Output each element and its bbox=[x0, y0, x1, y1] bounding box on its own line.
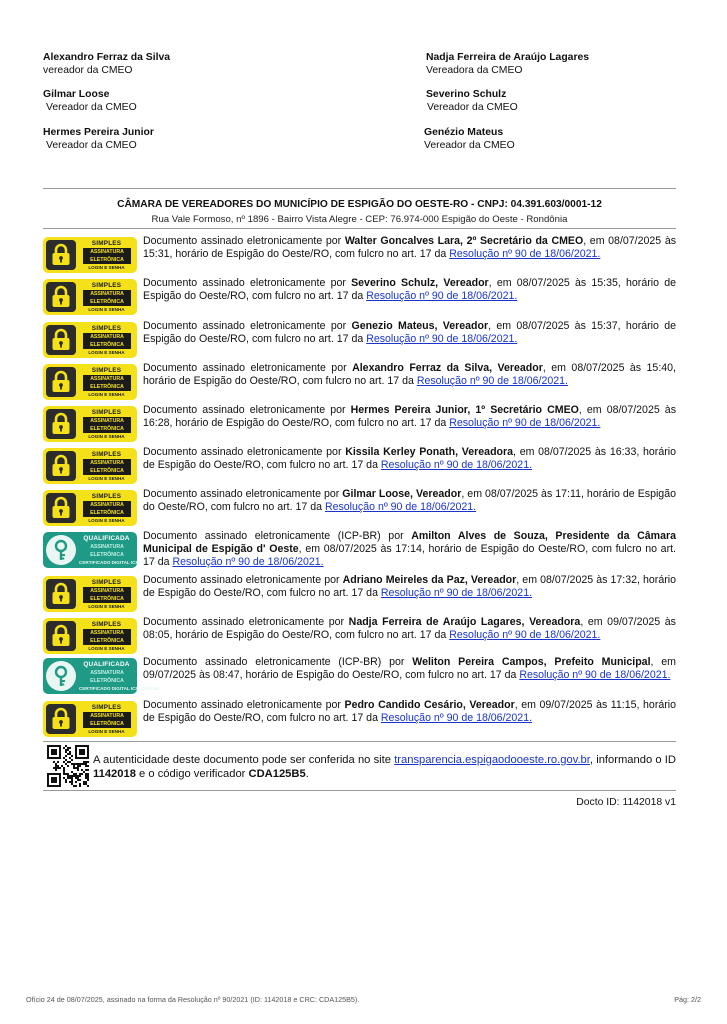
badge-type: SIMPLES bbox=[91, 579, 122, 586]
simple-signature-badge bbox=[43, 237, 137, 273]
signature-prefix: Documento assinado eletronicamente por bbox=[143, 446, 346, 458]
signer-identity: Gilmar Loose, Vereador bbox=[342, 488, 462, 500]
badge-label: ASSINATURA ELETRÔNICA bbox=[83, 290, 131, 306]
verification-end: . bbox=[305, 768, 309, 780]
lock-icon bbox=[46, 451, 76, 481]
document-id: Docto ID: 1142018 v1 bbox=[576, 797, 676, 808]
signer-role: vereador da CMEO bbox=[43, 65, 133, 76]
lock-icon bbox=[46, 621, 76, 651]
resolution-link[interactable]: Resolução nº 90 de 18/06/2021. bbox=[172, 556, 324, 569]
badge-label: ASSINATURA ELETRÔNICA bbox=[83, 375, 131, 391]
badge-label: ASSINATURA ELETRÔNICA bbox=[83, 333, 131, 349]
signature-text bbox=[143, 277, 676, 303]
divider bbox=[43, 790, 676, 791]
simple-signature-badge bbox=[43, 576, 137, 612]
badge-method: LOGIN E SENHA bbox=[88, 392, 125, 397]
signature-prefix: Documento assinado eletronicamente (ICP-BR) por bbox=[143, 656, 413, 668]
resolution-link[interactable]: Resolução nº 90 de 18/06/2021. bbox=[380, 587, 533, 600]
badge-type: SIMPLES bbox=[91, 409, 122, 416]
signature-prefix: Documento assinado eletronicamente por bbox=[143, 320, 352, 332]
badge-label: ASSINATURA ELETRÔNICA bbox=[90, 670, 124, 684]
badge-label: ASSINATURA ELETRÔNICA bbox=[83, 501, 131, 517]
resolution-link[interactable]: Resolução nº 90 de 18/06/2021. bbox=[380, 712, 533, 725]
badge-method: LOGIN E SENHA bbox=[88, 604, 125, 609]
signer-identity: Weliton Pereira Campos, Prefeito Municipal bbox=[412, 656, 651, 668]
signer-role: Vereador da CMEO bbox=[46, 140, 137, 151]
badge-label: ASSINATURA ELETRÔNICA bbox=[90, 544, 124, 558]
badge-type: SIMPLES bbox=[91, 367, 122, 374]
page-number: Pág: 2/2 bbox=[674, 995, 701, 1004]
resolution-link[interactable]: Resolução nº 90 de 18/06/2021. bbox=[416, 375, 568, 388]
signer-name: Alexandro Ferraz da Silva bbox=[43, 52, 171, 63]
signature-details: , em 09/07/2025 às 08:05, horário de Espigão do Oeste/RO, com fulcro no art. 17 da bbox=[143, 616, 676, 642]
resolution-link[interactable]: Resolução nº 90 de 18/06/2021. bbox=[449, 248, 601, 261]
key-icon bbox=[46, 661, 76, 691]
signer-role: Vereadora da CMEO bbox=[426, 65, 523, 76]
simple-signature-badge bbox=[43, 490, 137, 526]
divider bbox=[43, 741, 676, 742]
signature-text bbox=[143, 446, 676, 472]
badge-label: ASSINATURA ELETRÔNICA bbox=[83, 459, 131, 475]
signature-text bbox=[143, 574, 676, 600]
verification-code: CDA125B5 bbox=[248, 768, 306, 780]
badge-label: ASSINATURA ELETRÔNICA bbox=[83, 248, 131, 264]
badge-type: SIMPLES bbox=[91, 451, 122, 458]
badge-method: LOGIN E SENHA bbox=[88, 518, 125, 523]
signature-text bbox=[143, 656, 676, 682]
badge-type: SIMPLES bbox=[91, 282, 122, 289]
signer-identity: Walter Goncalves Lara, 2º Secretário da CMEO bbox=[344, 235, 584, 247]
badge-type: SIMPLES bbox=[91, 704, 122, 711]
verification-id: 1142018 bbox=[93, 768, 136, 780]
signature-prefix: Documento assinado eletronicamente por bbox=[143, 699, 345, 711]
signer-block bbox=[424, 126, 515, 152]
qualified-signature-badge bbox=[43, 658, 160, 694]
signature-text bbox=[143, 320, 676, 346]
signer-role: Vereador da CMEO bbox=[424, 140, 515, 151]
lock-icon bbox=[46, 325, 76, 355]
signature-prefix: Documento assinado eletronicamente (ICP-BR) por bbox=[143, 530, 412, 542]
signer-role: Vereador da CMEO bbox=[427, 102, 518, 113]
signature-text bbox=[143, 488, 676, 514]
lock-icon bbox=[46, 240, 76, 270]
signature-text bbox=[143, 235, 676, 261]
signature-text bbox=[143, 616, 676, 642]
verification-mid: , informando o ID bbox=[589, 754, 676, 766]
signer-name: Hermes Pereira Junior bbox=[43, 127, 154, 138]
signer-identity: Pedro Candido Cesário, Vereador bbox=[344, 699, 515, 711]
resolution-link[interactable]: Resolução nº 90 de 18/06/2021. bbox=[519, 669, 671, 682]
signer-name: Severino Schulz bbox=[426, 89, 507, 100]
lock-icon bbox=[46, 367, 76, 397]
verification-site-link[interactable]: transparencia.espigaodooeste.ro.gov.br bbox=[394, 754, 590, 766]
signature-prefix: Documento assinado eletronicamente por bbox=[143, 488, 343, 500]
signer-identity: Kissila Kerley Ponath, Vereadora bbox=[345, 446, 514, 458]
simple-signature-badge bbox=[43, 406, 137, 442]
signature-details: , em 08/07/2025 às 15:31, horário de Espigão do Oeste/RO, com fulcro no art. 17 da bbox=[143, 235, 677, 261]
simple-signature-badge bbox=[43, 448, 137, 484]
qr-code-icon bbox=[47, 745, 89, 787]
verification-pre: A autenticidade deste documento pode ser conferida no site bbox=[93, 754, 395, 766]
simple-signature-badge bbox=[43, 322, 137, 358]
signer-identity: Amilton Alves de Souza, Presidente da Câmara Municipal de Espigão d' Oeste bbox=[143, 530, 676, 556]
qualified-signature-badge bbox=[43, 532, 160, 568]
signer-identity: Severino Schulz, Vereador bbox=[351, 277, 489, 289]
signature-prefix: Documento assinado eletronicamente por bbox=[143, 404, 351, 416]
badge-method: LOGIN E SENHA bbox=[88, 729, 125, 734]
signature-prefix: Documento assinado eletronicamente por bbox=[143, 574, 343, 586]
badge-method: LOGIN E SENHA bbox=[88, 307, 125, 312]
signer-block bbox=[426, 88, 518, 114]
signature-details: , em 08/07/2025 às 17:11, horário de Espigão do Oeste/RO, com fulcro no art. 17 da bbox=[143, 488, 676, 514]
badge-type: QUALIFICADA bbox=[83, 661, 130, 668]
simple-signature-badge bbox=[43, 618, 137, 654]
badge-type: SIMPLES bbox=[91, 240, 122, 247]
lock-icon bbox=[46, 579, 76, 609]
badge-label: ASSINATURA ELETRÔNICA bbox=[83, 712, 131, 728]
signer-identity: Hermes Pereira Junior, 1º Secretário CMEO bbox=[350, 404, 579, 416]
badge-label: ASSINATURA ELETRÔNICA bbox=[83, 417, 131, 433]
signature-details: , em 09/07/2025 às 08:47, horário de Espigão do Oeste/RO, com fulcro no art. 17 da bbox=[143, 656, 676, 682]
key-icon bbox=[46, 535, 76, 565]
divider bbox=[43, 228, 676, 229]
signature-details: , em 08/07/2025 às 15:35, horário de Espigão do Oeste/RO, com fulcro no art. 17 da bbox=[143, 277, 676, 303]
lock-icon bbox=[46, 282, 76, 312]
badge-type: QUALIFICADA bbox=[83, 535, 130, 542]
lock-icon bbox=[46, 704, 76, 734]
badge-method: LOGIN E SENHA bbox=[88, 646, 125, 651]
resolution-link[interactable]: Resolução nº 90 de 18/06/2021. bbox=[366, 333, 518, 346]
institution-address: Rua Vale Formoso, nº 1896 - Bairro Vista Alegre - CEP: 76.974-000 Espigão do Oeste - Rondônia bbox=[151, 214, 568, 225]
lock-icon bbox=[46, 409, 76, 439]
simple-signature-badge bbox=[43, 279, 137, 315]
signer-block bbox=[43, 126, 154, 152]
signature-prefix: Documento assinado eletronicamente por bbox=[143, 362, 353, 374]
signer-identity: Alexandro Ferraz da Silva, Vereador bbox=[352, 362, 543, 374]
verification-mid: e o código verificador bbox=[135, 768, 249, 780]
simple-signature-badge bbox=[43, 701, 137, 737]
resolution-link[interactable]: Resolução nº 90 de 18/06/2021. bbox=[366, 290, 518, 303]
resolution-link[interactable]: Resolução nº 90 de 18/06/2021. bbox=[324, 501, 477, 514]
badge-label: ASSINATURA ELETRÔNICA bbox=[83, 629, 131, 645]
verification-block bbox=[43, 744, 676, 788]
badge-method: LOGIN E SENHA bbox=[88, 476, 125, 481]
verification-text bbox=[93, 753, 676, 781]
resolution-link[interactable]: Resolução nº 90 de 18/06/2021. bbox=[449, 417, 601, 430]
signer-block bbox=[43, 51, 170, 77]
signature-details: , em 08/07/2025 às 17:32, horário de Espigão do Oeste/RO, com fulcro no art. 17 da bbox=[143, 574, 676, 600]
signer-name: Nadja Ferreira de Araújo Lagares bbox=[426, 52, 590, 63]
lock-icon bbox=[46, 493, 76, 523]
institution-title: CÂMARA DE VEREADORES DO MUNICÍPIO DE ESPIGÃO DO OESTE-RO - CNPJ: 04.391.603/0001-12 bbox=[117, 199, 602, 210]
badge-method: CERTIFICADO DIGITAL ICP - BRASIL bbox=[79, 560, 160, 565]
badge-method: LOGIN E SENHA bbox=[88, 265, 125, 270]
signer-block bbox=[426, 51, 589, 77]
resolution-link[interactable]: Resolução nº 90 de 18/06/2021. bbox=[380, 459, 533, 472]
badge-type: SIMPLES bbox=[91, 493, 122, 500]
signature-details: , em 08/07/2025 às 15:40, horário de Espigão do Oeste/RO, com fulcro no art. 17 da bbox=[143, 362, 676, 388]
signer-block bbox=[43, 88, 137, 114]
signature-details: , em 08/07/2025 às 16:28, horário de Espigão do Oeste/RO, com fulcro no art. 17 da bbox=[143, 404, 676, 430]
signer-identity: Adriano Meireles da Paz, Vereador bbox=[342, 574, 517, 586]
badge-type: SIMPLES bbox=[91, 621, 122, 628]
badge-label: ASSINATURA ELETRÔNICA bbox=[83, 587, 131, 603]
signer-identity: Nadja Ferreira de Araújo Lagares, Vereadora bbox=[348, 616, 581, 628]
signature-text bbox=[143, 404, 676, 430]
simple-signature-badge bbox=[43, 364, 137, 400]
signature-details: , em 08/07/2025 às 15:37, horário de Espigão do Oeste/RO, com fulcro no art. 17 da bbox=[143, 320, 676, 346]
signer-identity: Genezio Mateus, Vereador bbox=[351, 320, 489, 332]
signature-prefix: Documento assinado eletronicamente por bbox=[143, 277, 352, 289]
signature-text bbox=[143, 530, 676, 569]
signature-prefix: Documento assinado eletronicamente por bbox=[143, 235, 345, 247]
signature-text bbox=[143, 699, 676, 725]
signature-text bbox=[143, 362, 676, 388]
footer-note: Ofício 24 de 08/07/2025, assinado na forma da Resolução nº 90/2021 (ID: 1142018 e CRC: CDA125B5). bbox=[26, 995, 360, 1004]
badge-method: LOGIN E SENHA bbox=[88, 434, 125, 439]
signer-role: Vereador da CMEO bbox=[46, 102, 137, 113]
divider bbox=[43, 188, 676, 189]
signature-prefix: Documento assinado eletronicamente por bbox=[143, 616, 349, 628]
signer-name: Genézio Mateus bbox=[424, 127, 504, 138]
badge-method: LOGIN E SENHA bbox=[88, 350, 125, 355]
signature-details: , em 08/07/2025 às 17:14, horário de Espigão do Oeste/RO, com fulcro no art. 17 da bbox=[143, 543, 676, 569]
resolution-link[interactable]: Resolução nº 90 de 18/06/2021. bbox=[449, 629, 601, 642]
signature-details: , em 09/07/2025 às 11:15, horário de Espigão do Oeste/RO, com fulcro no art. 17 da bbox=[143, 699, 677, 725]
signature-details: , em 08/07/2025 às 16:33, horário de Espigão do Oeste/RO, com fulcro no art. 17 da bbox=[143, 446, 676, 472]
badge-type: SIMPLES bbox=[91, 325, 122, 332]
badge-method: CERTIFICADO DIGITAL ICP - BRASIL bbox=[79, 686, 160, 691]
signer-name: Gilmar Loose bbox=[43, 89, 110, 100]
